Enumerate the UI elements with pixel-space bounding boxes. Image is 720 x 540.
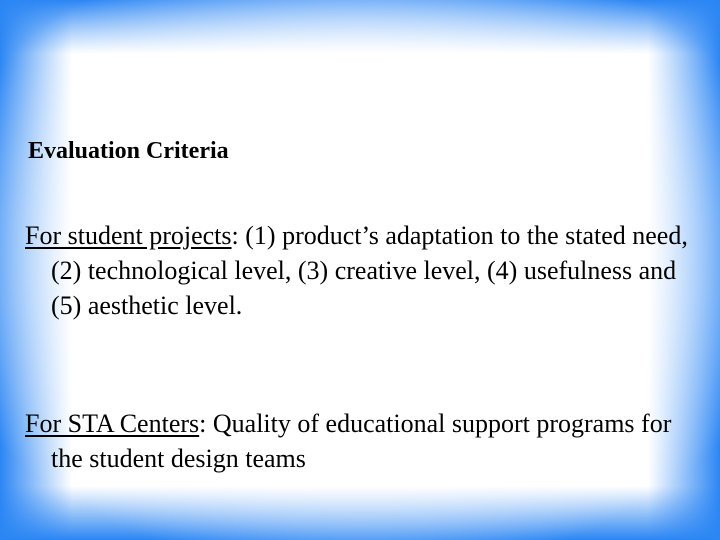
criteria-sta-centers bbox=[25, 406, 691, 476]
student-projects-term: For student projects bbox=[25, 221, 232, 250]
student-projects-text: : (1) product’s adaptation to the stated need, (2) technological level, (3) creative level, (4) usefulness and (5) aesthetic level. bbox=[51, 221, 688, 320]
sta-centers-term: For STA Centers bbox=[25, 409, 200, 438]
criteria-student-projects bbox=[25, 218, 691, 323]
sta-centers-text: : Quality of educational support programs for the student design teams bbox=[51, 409, 672, 473]
slide-heading: Evaluation Criteria bbox=[28, 138, 229, 164]
